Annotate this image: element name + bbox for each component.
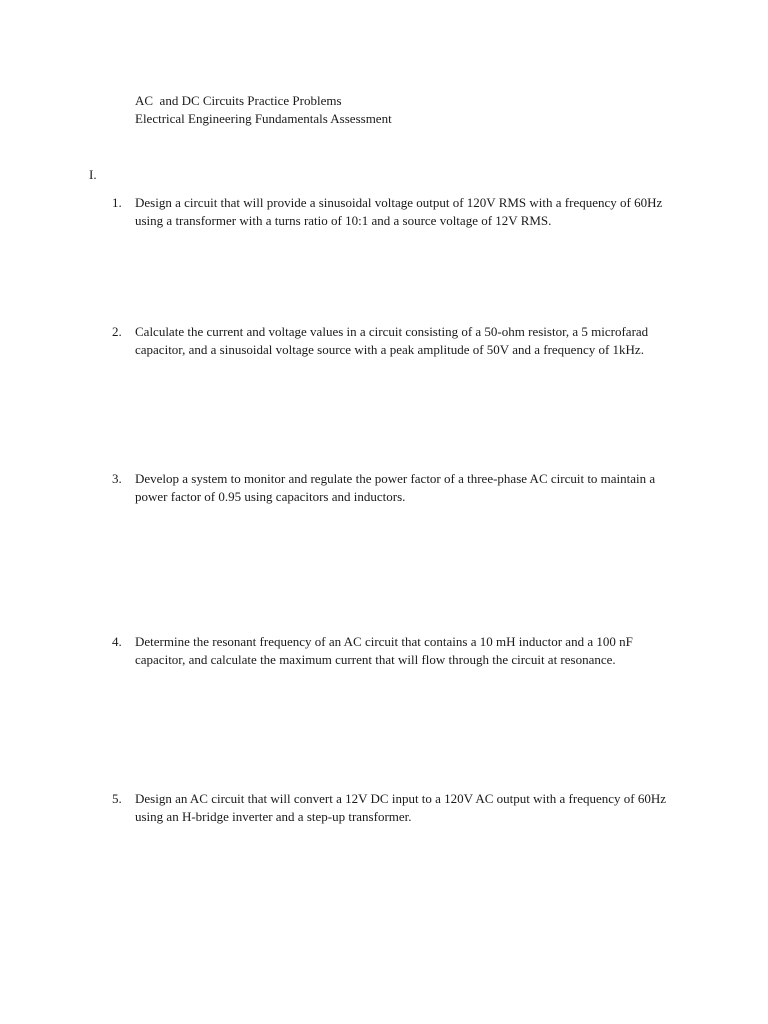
section-numeral: I.	[89, 167, 97, 182]
document-header	[135, 92, 392, 128]
question-number: 2.	[112, 324, 122, 339]
question-number: 4.	[112, 634, 122, 649]
question-text: Design an AC circuit that will convert a 12V DC input to a 120V AC output with a frequency of 60Hz using an H-bridge inverter and a step-up transformer.	[135, 791, 666, 824]
question-number: 5.	[112, 791, 122, 806]
question-text: Design a circuit that will provide a sinusoidal voltage output of 120V RMS with a frequency of 60Hz using a transformer with a turns ratio of 10:1 and a source voltage of 12V RMS.	[135, 195, 663, 228]
question-text: Calculate the current and voltage values in a circuit consisting of a 50-ohm resistor, a 5 microfarad capacitor, and a sinusoidal voltage source with a peak amplitude of 50V and a frequency of 1kHz.	[135, 324, 649, 357]
question-text: Determine the resonant frequency of an AC circuit that contains a 10 mH inductor and a 100 nF capacitor, and calculate the maximum current that will flow through the circuit at resonance.	[135, 634, 633, 667]
document-title: AC and DC Circuits Practice Problems	[135, 93, 342, 108]
question-number: 1.	[112, 195, 122, 210]
question-text: Develop a system to monitor and regulate the power factor of a three-phase AC circuit to maintain a power factor of 0.95 using capacitors and inductors.	[135, 471, 656, 504]
document-subtitle: Electrical Engineering Fundamentals Assessment	[135, 111, 392, 126]
question-number: 3.	[112, 471, 122, 486]
